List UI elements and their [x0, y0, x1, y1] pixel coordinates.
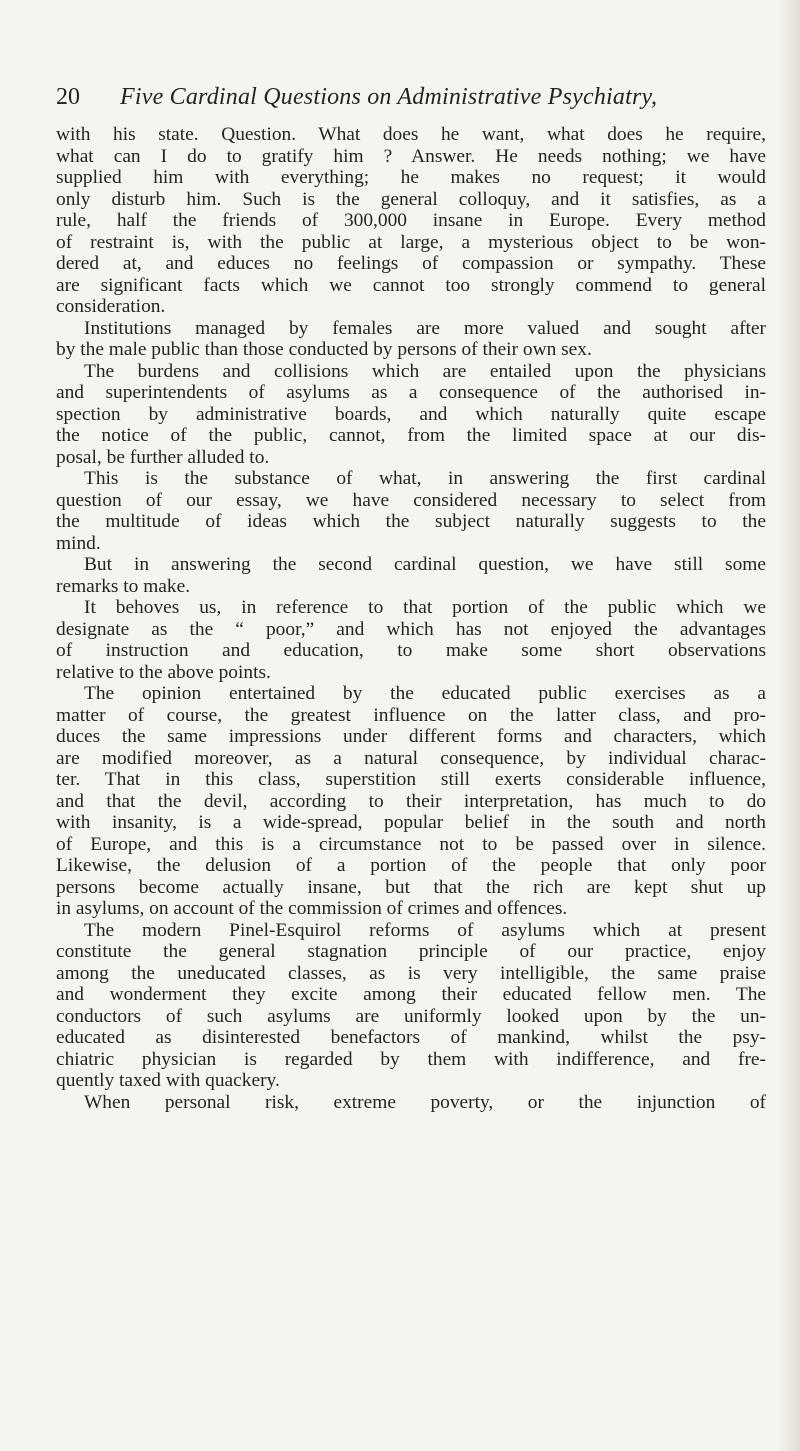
text-line: designate as the “ poor,” and which has not enjoyed the advantages	[56, 618, 766, 640]
text-line: duces the same impressions under different forms and characters, which	[56, 726, 766, 747]
text-line: Institutions managed by females are more valued and sought after	[84, 317, 766, 339]
text-line: and that the devil, according to their interpretation, has much to do	[56, 790, 766, 812]
text-line: posal, be further alluded to.	[56, 446, 270, 468]
text-line: are modified moreover, as a natural consequence, by individual charac-	[56, 747, 766, 769]
text-line: relative to the above points.	[56, 661, 271, 683]
text-line: of instruction and education, to make some short observations	[56, 640, 766, 661]
text-line: conductors of such asylums are uniformly looked upon by the un-	[56, 1005, 766, 1027]
body-text	[56, 124, 766, 1113]
text-line: supplied him with everything; he makes no request; it would	[56, 167, 766, 188]
text-line: quently taxed with quackery.	[56, 1070, 280, 1091]
text-line: But in answering the second cardinal question, we have still some	[84, 554, 766, 575]
text-line: of restraint is, with the public at large, a mysterious object to be won-	[56, 231, 766, 253]
text-line: The modern Pinel-Esquirol reforms of asylums which at present	[84, 919, 766, 941]
text-line: It behoves us, in reference to that portion of the public which we	[84, 597, 766, 618]
text-line: are significant facts which we cannot too strongly commend to general	[56, 274, 766, 296]
text-line: of Europe, and this is a circumstance not to be passed over in silence.	[56, 833, 766, 855]
text-line: educated as disinterested benefactors of mankind, whilst the psy-	[56, 1027, 766, 1048]
text-line: This is the substance of what, in answering the first cardinal	[84, 468, 766, 489]
text-line: persons become actually insane, but that the rich are kept shut up	[56, 876, 766, 898]
text-line: what can I do to gratify him ? Answer. He needs nothing; we have	[56, 145, 766, 167]
page-number: 20	[56, 84, 80, 110]
text-line: in asylums, on account of the commission of crimes and offences.	[56, 898, 568, 919]
text-line: The burdens and collisions which are entailed upon the physicians	[84, 360, 766, 382]
text-line: and superintendents of asylums as a consequence of the authorised in-	[56, 382, 766, 403]
text-line: mind.	[56, 532, 101, 554]
text-line: among the uneducated classes, as is very intelligible, the same praise	[56, 962, 766, 984]
text-line: by the male public than those conducted by persons of their own sex.	[56, 339, 592, 360]
text-line: matter of course, the greatest influence on the latter class, and pro-	[56, 704, 766, 726]
text-line: the multitude of ideas which the subject naturally suggests to the	[56, 511, 766, 532]
text-line: rule, half the friends of 300,000 insane in Europe. Every method	[56, 210, 766, 231]
text-line: the notice of the public, cannot, from the limited space at our dis-	[56, 425, 766, 446]
text-line: consideration.	[56, 296, 166, 317]
text-line: remarks to make.	[56, 575, 191, 597]
text-line: When personal risk, extreme poverty, or the injunction of	[84, 1091, 766, 1113]
text-line: only disturb him. Such is the general colloquy, and it satisfies, as a	[56, 188, 766, 210]
text-line: and wonderment they excite among their educated fellow men. The	[56, 984, 766, 1005]
text-line: chiatric physician is regarded by them with indifference, and fre-	[56, 1048, 766, 1070]
running-head	[56, 84, 736, 120]
text-line: with his state. Question. What does he want, what does he require,	[56, 124, 766, 145]
text-line: Likewise, the delusion of a portion of the people that only poor	[56, 855, 766, 876]
text-line: with insanity, is a wide-spread, popular belief in the south and north	[56, 812, 766, 833]
running-head-title: Five Cardinal Questions on Administrative Psychiatry,	[120, 84, 658, 110]
text-line: dered at, and educes no feelings of compassion or sympathy. These	[56, 253, 766, 274]
text-line: ter. That in this class, superstition still exerts considerable influence,	[56, 769, 766, 790]
text-line: question of our essay, we have considered necessary to select from	[56, 489, 766, 511]
text-line: The opinion entertained by the educated public exercises as a	[84, 683, 766, 704]
text-line: constitute the general stagnation principle of our practice, enjoy	[56, 941, 766, 962]
page-edge-shadow	[778, 0, 800, 1451]
text-line: spection by administrative boards, and which naturally quite escape	[56, 403, 766, 425]
